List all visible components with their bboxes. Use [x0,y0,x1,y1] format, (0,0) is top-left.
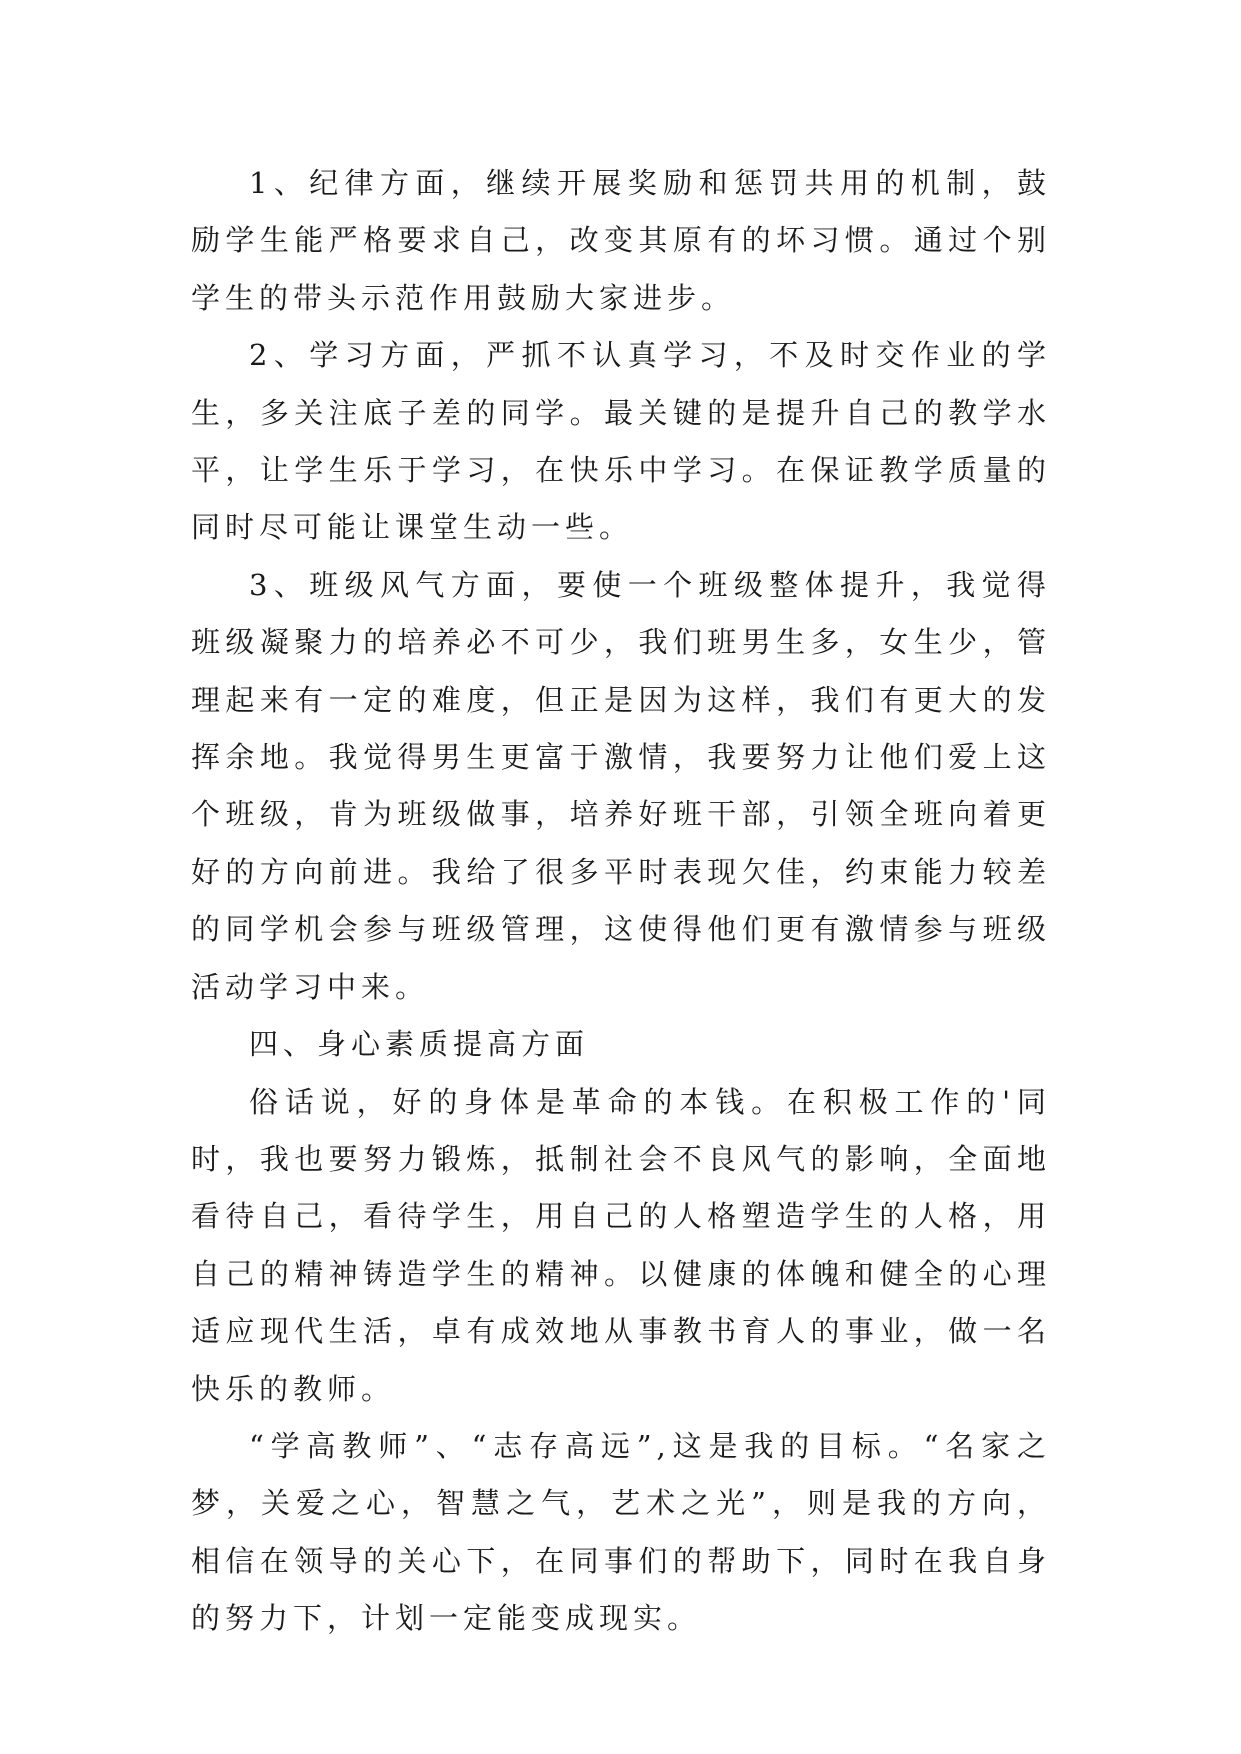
paragraph-discipline: 1、纪律方面，继续开展奖励和惩罚共用的机制，鼓励学生能严格要求自己，改变其原有的坏习惯。通过个别学生的带头示范作用鼓励大家进步。 [191,166,1051,315]
paragraph-class-atmosphere: 3、班级风气方面，要使一个班级整体提升，我觉得班级凝聚力的培养必不可少，我们班男生多，女生少，管理起来有一定的难度，但正是因为这样，我们有更大的发挥余地。我觉得男生更富于激情，我要努力让他们爱上这个班级，肯为班级做事，培养好班干部，引领全班向着更好的方向前进。我给了很多平时表现欠佳，约束能力较差的同学机会参与班级管理，这使得他们更有激情参与班级活动学习中来。 [191,567,1051,1004]
section-heading-physical-mental: 四、身心素质提高方面 [249,1027,590,1062]
paragraph-study: 2、学习方面，严抓不认真学习，不及时交作业的学生，多关注底子差的同学。最关键的是提升自己的教学水平，让学生乐于学习，在快乐中学习。在保证教学质量的同时尽可能让课堂生动一些。 [191,338,1051,545]
document-body [191,155,1051,1648]
paragraph-goals: “学高教师”、“志存高远”,这是我的目标。“名家之梦，关爱之心，智慧之气，艺术之光”，则是我的方向，相信在领导的关心下，在同事们的帮助下，同时在我自身的努力下，计划一定能变成现实。 [191,1428,1051,1636]
paragraph-health: 俗话说，好的身体是革命的本钱。在积极工作的'同时，我也要努力锻炼，抵制社会不良风气的影响，全面地看待自己，看待学生，用自己的人格塑造学生的人格，用自己的精神铸造学生的精神。以健康的体魄和健全的心理适应现代生活，卓有成效地从事教书育人的事业，做一名快乐的教师。 [191,1084,1051,1406]
